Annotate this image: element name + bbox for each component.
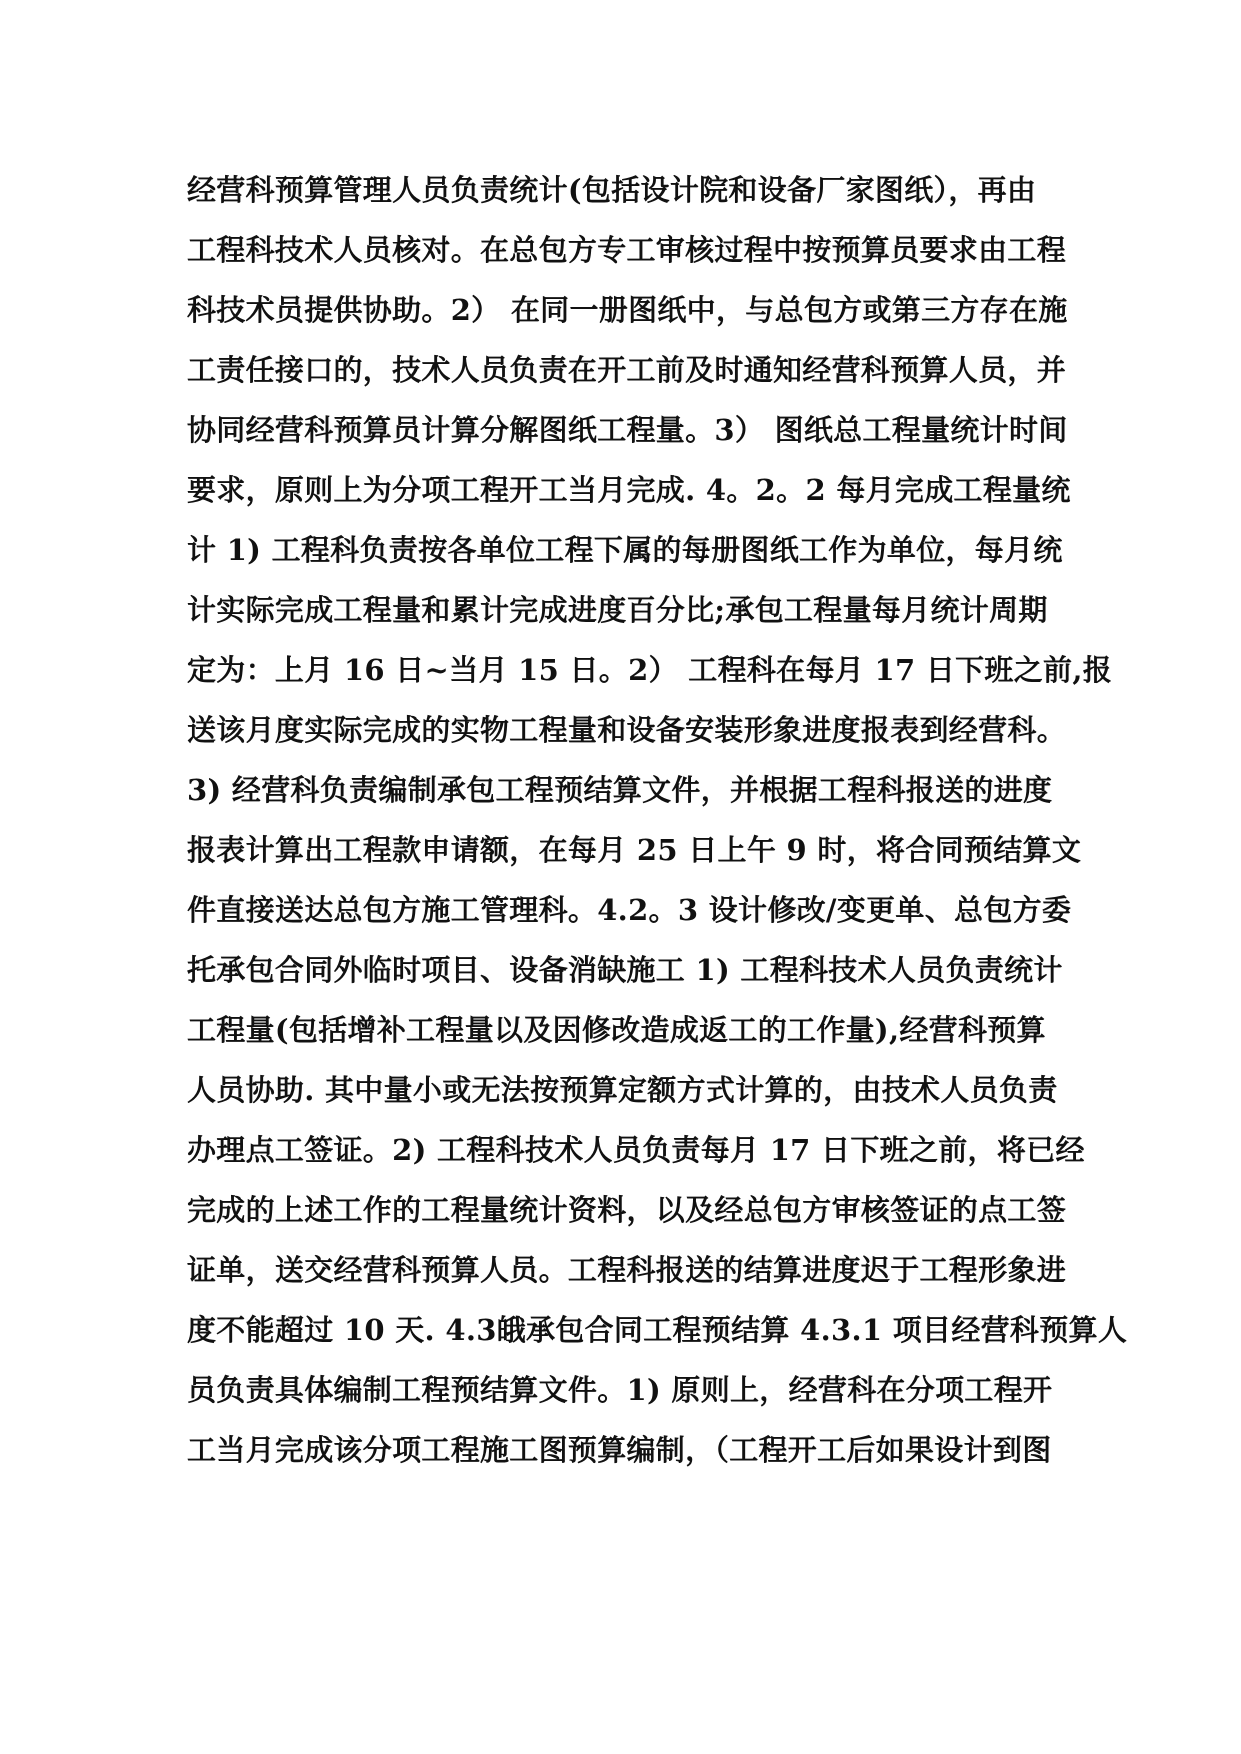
text-line: 协同经营科预算员计算分解图纸工程量。3） 图纸总工程量统计时间: [187, 413, 1068, 447]
body-text: [187, 160, 1128, 1480]
text-line: 要求，原则上为分项工程开工当月完成. 4。2。2 每月完成工程量统: [187, 473, 1071, 507]
text-line: 完成的上述工作的工程量统计资料，以及经总包方审核签证的点工签: [187, 1193, 1067, 1227]
text-line: 证单，送交经营科预算人员。工程科报送的结算进度迟于工程形象进: [187, 1253, 1067, 1287]
text-line: 工程科技术人员核对。在总包方专工审核过程中按预算员要求由工程: [187, 233, 1067, 267]
text-line: 定为：上月 16 日~当月 15 日。2） 工程科在每月 17 日下班之前,报: [187, 653, 1113, 687]
text-line: 件直接送达总包方施工管理科。4.2。3 设计修改/变更单、总包方委: [187, 893, 1072, 927]
text-line: 度不能超过 10 天. 4.3皒承包合同工程预结算 4.3.1 项目经营科预算人: [187, 1313, 1128, 1347]
text-line: 计 1) 工程科负责按各单位工程下属的每册图纸工作为单位，每月统: [187, 533, 1063, 567]
text-line: 报表计算出工程款申请额，在每月 25 日上午 9 时，将合同预结算文: [187, 833, 1082, 867]
text-line: 经营科预算管理人员负责统计(包括设计院和设备厂家图纸），再由: [187, 173, 1037, 207]
text-line: 人员协助. 其中量小或无法按预算定额方式计算的，由技术人员负责: [187, 1073, 1058, 1107]
text-line: 送该月度实际完成的实物工程量和设备安装形象进度报表到经营科。: [187, 713, 1067, 747]
text-line: 3) 经营科负责编制承包工程预结算文件，并根据工程科报送的进度: [187, 773, 1053, 807]
text-line: 工程量(包括增补工程量以及因修改造成返工的工作量),经营科预算: [187, 1013, 1046, 1047]
text-line: 科技术员提供协助。2） 在同一册图纸中，与总包方或第三方存在施: [187, 293, 1068, 327]
text-line: 办理点工签证。2) 工程科技术人员负责每月 17 日下班之前，将已经: [187, 1133, 1085, 1167]
text-line: 员负责具体编制工程预结算文件。1) 原则上，经营科在分项工程开: [187, 1373, 1053, 1407]
text-line: 托承包合同外临时项目、设备消缺施工 1) 工程科技术人员负责统计: [187, 953, 1063, 987]
text-line: 工当月完成该分项工程施工图预算编制，（工程开工后如果设计到图: [187, 1433, 1052, 1467]
text-line: 工责任接口的，技术人员负责在开工前及时通知经营科预算人员，并: [187, 353, 1067, 387]
text-line: 计实际完成工程量和累计完成进度百分比;承包工程量每月统计周期: [187, 593, 1048, 627]
